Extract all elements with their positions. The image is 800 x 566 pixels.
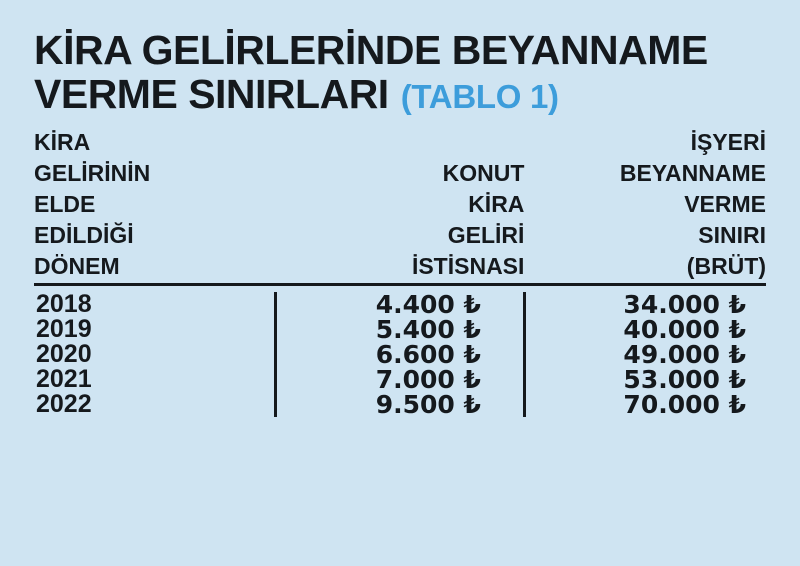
- table-header: [34, 127, 766, 283]
- cell-isyeri: 53.000 ₺: [623, 365, 746, 395]
- cell-year: 2020: [36, 340, 92, 369]
- page-title: [34, 28, 766, 117]
- table-row: [34, 367, 766, 392]
- cell-konut: 7.000 ₺: [276, 367, 525, 392]
- cell-isyeri: 49.000 ₺: [623, 340, 746, 370]
- table-row: [34, 317, 766, 342]
- cell-year: 2019: [36, 315, 92, 344]
- cell-konut: 5.400 ₺: [276, 317, 525, 342]
- title-line-1: KİRA GELİRLERİNDE BEYANNAME: [34, 27, 708, 73]
- cell-isyeri: 70.000 ₺: [623, 390, 746, 420]
- table-row: [34, 292, 766, 317]
- cell-year: 2022: [36, 390, 92, 419]
- cell-year: 2021: [36, 365, 92, 394]
- cell-konut: 4.400 ₺: [276, 292, 525, 317]
- column-header-period: KİRA GELİRİNİN ELDE EDİLDİĞİ DÖNEM: [34, 128, 151, 280]
- table-body: [34, 290, 766, 420]
- header-divider: [34, 283, 766, 286]
- cell-isyeri: 34.000 ₺: [623, 290, 746, 320]
- title-line-2-row: [34, 72, 766, 116]
- table-row: [34, 392, 766, 417]
- table-header-row: [34, 127, 766, 283]
- cell-isyeri: 40.000 ₺: [623, 315, 746, 345]
- table-row: [34, 342, 766, 367]
- title-accent-label: (TABLO 1): [400, 78, 559, 116]
- rent-income-declaration-body: [34, 290, 766, 420]
- cell-year: 2018: [36, 290, 92, 319]
- column-header-konut-exemption: KONUT KİRA GELİRİ İSTİSNASI: [411, 159, 525, 280]
- cell-konut: 6.600 ₺: [276, 342, 525, 367]
- column-header-isyeri-limit: İŞYERİ BEYANNAME VERME SINIRI (BRÜT): [619, 128, 766, 280]
- rent-income-declaration-table: [34, 127, 766, 283]
- cell-konut: 9.500 ₺: [276, 392, 525, 417]
- title-line-2: VERME SINIRLARI: [34, 71, 389, 118]
